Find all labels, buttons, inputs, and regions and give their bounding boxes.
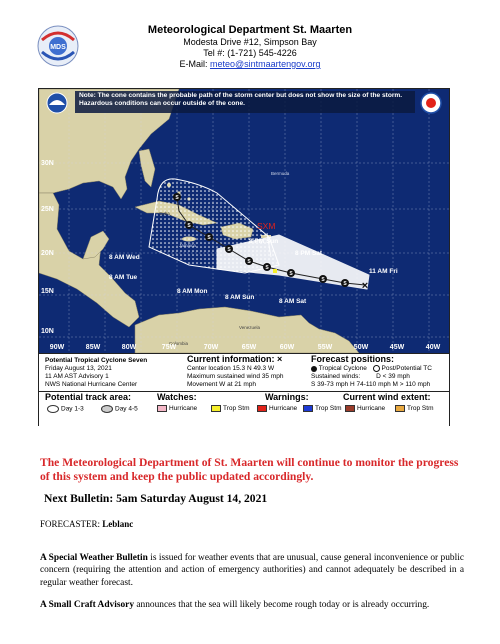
label-8am-tue: 8 AM Tue xyxy=(109,274,138,281)
watch-hurricane-label: Hurricane xyxy=(169,405,198,413)
label-8am-sat: 8 AM Sat xyxy=(279,298,307,305)
org-name: Meteorological Department St. Maarten xyxy=(147,24,353,36)
swatch-icon xyxy=(257,405,267,412)
lon-75w: 75W xyxy=(161,344,177,351)
day13-legend xyxy=(47,405,84,413)
swatch-icon xyxy=(345,405,355,412)
lon-40w: 40W xyxy=(425,344,441,351)
warnings-title: Warnings: xyxy=(265,392,309,402)
watch-tropstm-label: Trop Stm xyxy=(223,405,250,413)
advisory-date: Friday August 13, 2021 xyxy=(45,365,112,372)
warning-tropstm-label: Trop Stm xyxy=(315,405,342,413)
day45-label: Day 4-5 xyxy=(115,405,138,413)
sxm-label: SXM xyxy=(257,221,276,231)
wind-tropstm xyxy=(395,405,434,413)
label-8am-wed: 8 AM Wed xyxy=(109,254,140,261)
lat-25n: 25N xyxy=(41,206,54,213)
email-label: E-Mail: xyxy=(179,59,210,69)
watch-tropstm xyxy=(211,405,250,413)
swatch-icon xyxy=(303,405,313,412)
watches-title: Watches: xyxy=(157,392,197,402)
lon-70w: 70W xyxy=(203,344,219,351)
lon-60w: 60W xyxy=(279,344,295,351)
lat-20n: 20N xyxy=(41,250,54,257)
monitor-statement: The Meteorological Department of St. Maarten will continue to monitor the progress of this system and keep the public updated accordingly. xyxy=(40,456,459,483)
sustained-label: Sustained winds: xyxy=(311,373,361,380)
fp-post-label: Post/Potential TC xyxy=(381,365,432,373)
intensity-ranges: S 39-73 mph H 74-110 mph M > 110 mph xyxy=(311,381,431,388)
max-wind: Maximum sustained wind 35 mph xyxy=(187,373,284,380)
swb-text: is issued for weather events that are unusual, cause general inconvenience or public concern (requiring the attention and action of emergency authorities) and cannot adequately be described in a regular weather forecast. xyxy=(40,553,464,588)
day45-legend xyxy=(101,405,138,413)
fp-symbol: S xyxy=(289,271,293,277)
swb-definition xyxy=(40,552,464,589)
lat-15n: 15N xyxy=(41,288,54,295)
map-legend xyxy=(39,353,449,426)
center-location: Center location 15.3 N 49.3 W xyxy=(187,365,275,372)
warning-hurricane xyxy=(257,405,297,413)
next-bulletin: Next Bulletin: 5am Saturday August 14, 2021 xyxy=(44,492,268,505)
solid-cone-icon xyxy=(47,405,59,413)
cone-note: Note: The cone contains the probable path of the storm center but does not show the size of the storm. Hazardous conditions can occur outside of the cone. xyxy=(79,92,403,107)
lon-45w: 45W xyxy=(389,344,405,351)
fp-symbol: S xyxy=(247,259,251,265)
sca-term: A Small Craft Advisory xyxy=(40,600,135,610)
lon-65w: 65W xyxy=(241,344,257,351)
fp-symbol: S xyxy=(175,195,179,201)
forecaster-label: FORECASTER: xyxy=(40,519,103,529)
warning-tropstm xyxy=(303,405,342,413)
place-cuba: Cuba xyxy=(159,211,170,216)
wind-tropstm-label: Trop Stm xyxy=(407,405,434,413)
swb-term: A Special Weather Bulletin xyxy=(40,553,148,563)
fp-symbol: S xyxy=(207,235,211,241)
lon-50w: 50W xyxy=(353,344,369,351)
org-email-line xyxy=(0,59,500,70)
fp-symbol: S xyxy=(187,223,191,229)
lat-10n: 10N xyxy=(41,328,54,335)
label-11am-fri: 11 AM Fri xyxy=(369,268,398,275)
sca-text: announces that the sea will likely become rough today or is already occurring. xyxy=(134,600,430,610)
org-phone: Tel #: (1-721) 545-4226 xyxy=(203,48,297,58)
place-bermuda: Bermuda xyxy=(271,171,290,176)
storm-name: Potential Tropical Cyclone Seven xyxy=(45,357,148,364)
warning-hurricane-label: Hurricane xyxy=(269,405,298,413)
lon-55w: 55W xyxy=(317,344,333,351)
label-8am-sun: 8 AM Sun xyxy=(225,294,255,301)
letterhead xyxy=(0,24,500,70)
label-8pm-sat: 8 PM Sat xyxy=(295,250,323,257)
lon-85w: 85W xyxy=(85,344,101,351)
filled-circle-icon xyxy=(311,366,317,372)
fp-legend xyxy=(311,365,432,373)
map-graphic xyxy=(39,89,449,353)
forecast-positions-title: Forecast positions: xyxy=(311,354,395,364)
day13-label: Day 1-3 xyxy=(61,405,84,413)
track-area-title: Potential track area: xyxy=(45,392,132,402)
dotted-cone-icon xyxy=(101,405,113,413)
movement: Movement W at 21 mph xyxy=(187,381,256,388)
advisory-number: 11 AM AST Advisory 1 xyxy=(45,373,109,380)
lat-30n: 30N xyxy=(41,160,54,167)
forecaster-line xyxy=(40,519,133,529)
open-circle-icon xyxy=(373,365,380,372)
fp-symbol: S xyxy=(321,277,325,283)
place-venezuela: Venezuela xyxy=(239,325,261,330)
label-8pm-sun: 8 PM Sun xyxy=(249,238,279,245)
trop-storm-watch xyxy=(273,269,277,273)
fp-tc-label: Tropical Cyclone xyxy=(318,365,367,373)
wind-extent-title: Current wind extent: xyxy=(343,392,431,402)
d-range: D < 39 mph xyxy=(376,373,410,380)
watch-hurricane xyxy=(157,405,197,413)
org-address: Modesta Drive #12, Simpson Bay xyxy=(183,37,317,47)
lon-90w: 90W xyxy=(49,344,65,351)
swatch-icon xyxy=(211,405,221,412)
place-jamaica: Jamaica xyxy=(179,243,196,248)
current-info-title: Current information: × xyxy=(187,354,283,364)
lon-80w: 80W xyxy=(121,344,137,351)
fp-symbol: S xyxy=(227,247,231,253)
sca-definition xyxy=(40,599,464,611)
issuing-center: NWS National Hurricane Center xyxy=(45,381,138,388)
fp-symbol: S xyxy=(265,265,269,271)
place-colombia: Colombia xyxy=(169,341,189,346)
swatch-icon xyxy=(395,405,405,412)
wind-hurricane-label: Hurricane xyxy=(357,405,386,413)
fp-symbol: S xyxy=(343,281,347,287)
swatch-icon xyxy=(157,405,167,412)
wind-hurricane xyxy=(345,405,385,413)
forecast-cone-map xyxy=(38,88,450,426)
current-position-marker: × xyxy=(361,280,369,292)
label-8am-mon: 8 AM Mon xyxy=(177,288,208,295)
logo-text: MDS xyxy=(50,44,66,51)
sustained-winds xyxy=(311,373,410,381)
forecaster-name: Leblanc xyxy=(102,519,134,529)
email-link[interactable]: meteo@sintmaartengov.org xyxy=(209,59,321,69)
